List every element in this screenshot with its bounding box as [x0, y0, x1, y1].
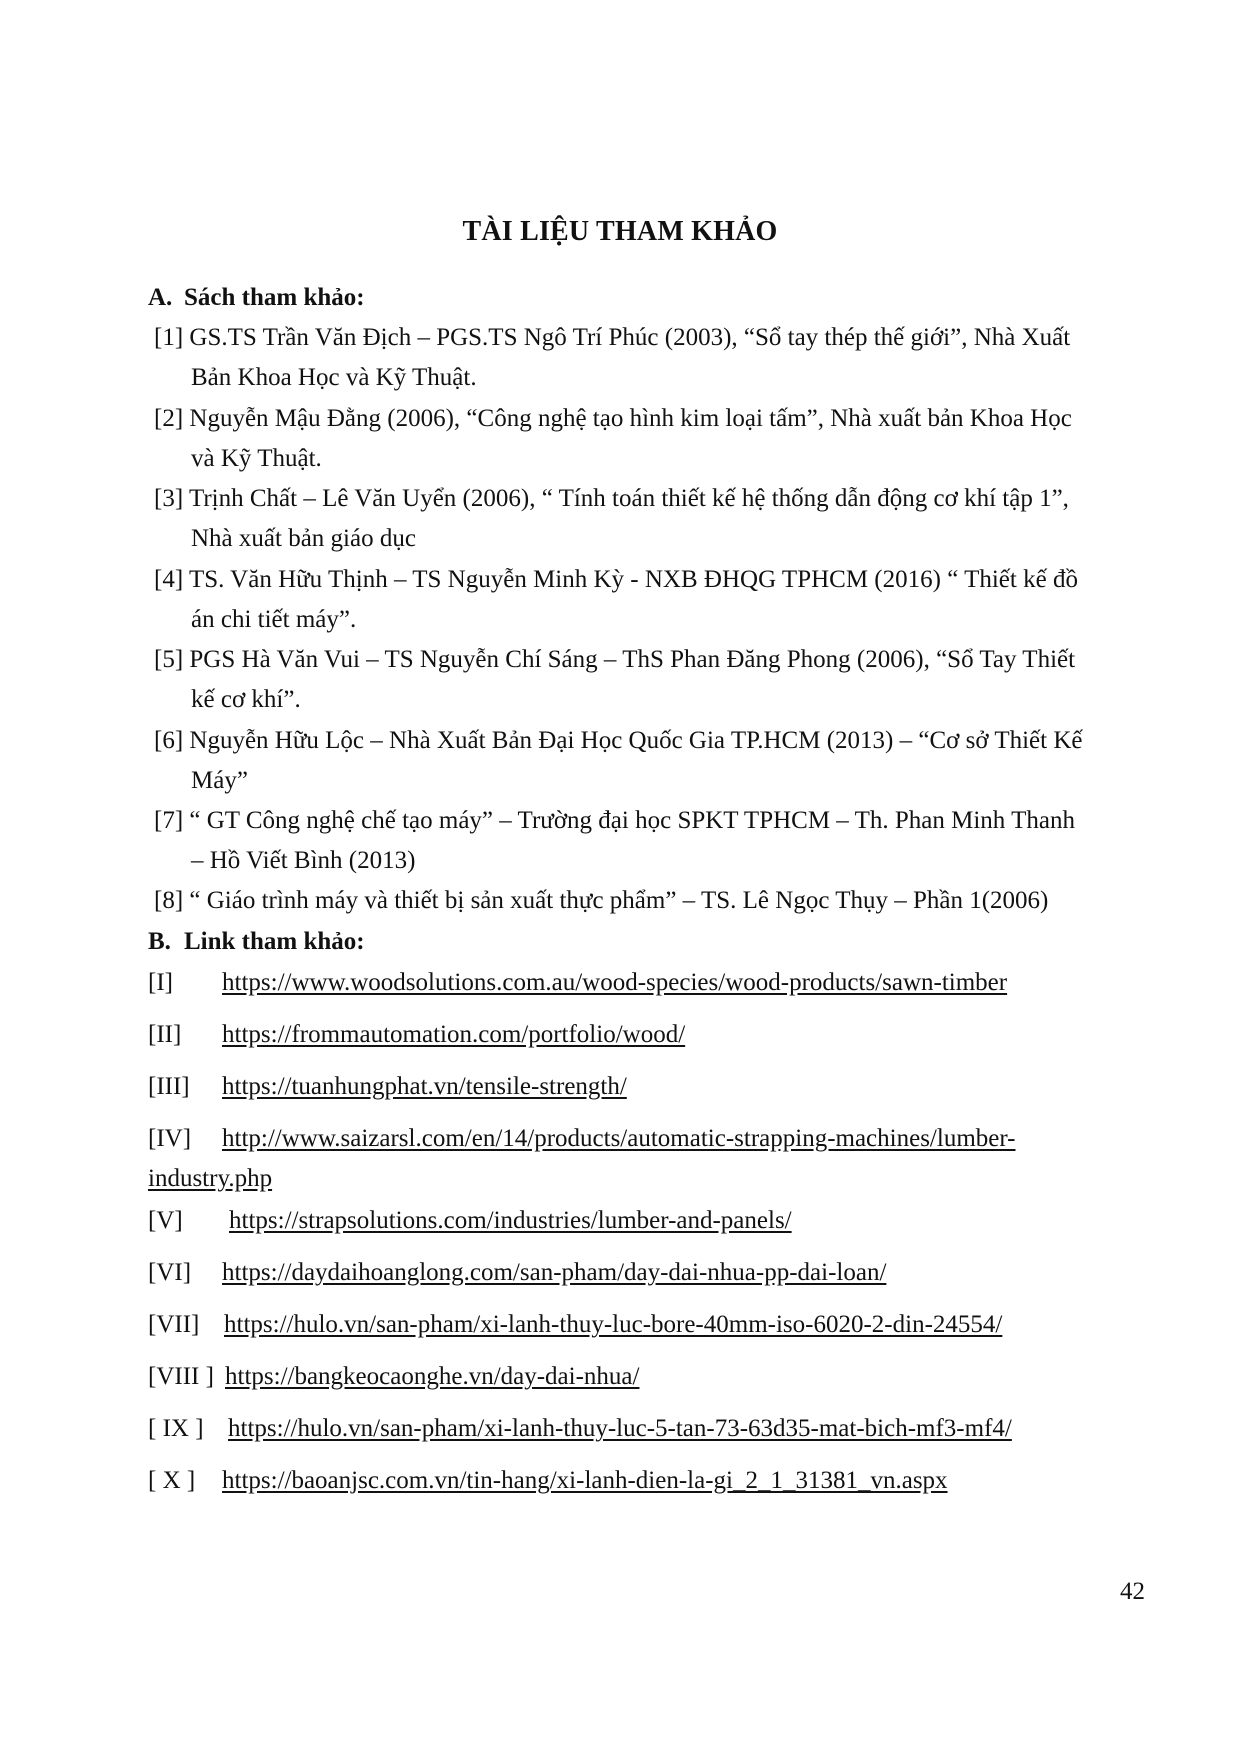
section-a-label: Sách tham khảo:: [184, 284, 365, 311]
link-url-continued[interactable]: industry.php: [148, 1165, 273, 1192]
link-item: [148, 1461, 1158, 1501]
link-url[interactable]: https://bangkeocaonghe.vn/day-dai-nhua/: [225, 1363, 640, 1390]
section-a-letter: A.: [148, 284, 173, 311]
link-number: [VIII ]: [148, 1363, 214, 1390]
link-item: [148, 1067, 1158, 1107]
link-number: [VI]: [148, 1259, 192, 1286]
link-url[interactable]: http://www.saizarsl.com/en/14/products/automatic-strapping-machines/lumber-: [222, 1125, 1016, 1152]
page-number: 42: [1120, 1578, 1145, 1605]
reference-line-continued: Bản Khoa Học và Kỹ Thuật.: [191, 364, 477, 391]
link-url[interactable]: https://www.woodsolutions.com.au/wood-species/wood-products/sawn-timber: [222, 969, 1008, 996]
section-a-heading: [148, 284, 365, 312]
link-item: [148, 1409, 1158, 1449]
reference-line: [7] “ GT Công nghệ chế tạo máy” – Trường đại học SPKT TPHCM – Th. Phan Minh Thanh: [154, 807, 1075, 834]
reference-line-continued: Máy”: [191, 767, 248, 794]
page-title: TÀI LIỆU THAM KHẢO: [462, 216, 778, 247]
link-url[interactable]: https://frommautomation.com/portfolio/wood/: [222, 1021, 686, 1048]
reference-item: [154, 881, 1154, 921]
reference-item: [154, 318, 1154, 398]
link-item: [148, 1015, 1158, 1055]
reference-line-continued: án chi tiết máy”.: [191, 606, 357, 633]
link-number: [ X ]: [148, 1467, 196, 1494]
reference-line: [6] Nguyễn Hữu Lộc – Nhà Xuất Bản Đại Học Quốc Gia TP.HCM (2013) – “Cơ sở Thiết Kế: [154, 727, 1083, 754]
link-number: [II]: [148, 1021, 182, 1048]
reference-item: [154, 721, 1154, 801]
reference-line: [8] “ Giáo trình máy và thiết bị sản xuất thực phẩm” – TS. Lê Ngọc Thụy – Phần 1(2006): [154, 887, 1049, 914]
link-url[interactable]: https://hulo.vn/san-pham/xi-lanh-thuy-luc-5-tan-73-63d35-mat-bich-mf3-mf4/: [228, 1415, 1012, 1442]
link-url[interactable]: https://daydaihoanglong.com/san-pham/day-dai-nhua-pp-dai-loan/: [222, 1259, 887, 1286]
reference-line-continued: và Kỹ Thuật.: [191, 445, 322, 472]
reference-line: [1] GS.TS Trần Văn Địch – PGS.TS Ngô Trí Phúc (2003), “Sổ tay thép thế giới”, Nhà Xuất: [154, 324, 1071, 351]
link-number: [IV]: [148, 1125, 192, 1152]
link-number: [ IX ]: [148, 1415, 204, 1442]
link-item: [148, 963, 1158, 1003]
section-b-label: Link tham khảo:: [184, 928, 365, 955]
reference-line: [4] TS. Văn Hữu Thịnh – TS Nguyễn Minh Kỳ - NXB ĐHQG TPHCM (2016) “ Thiết kế đồ: [154, 566, 1078, 593]
link-number: [V]: [148, 1207, 183, 1234]
reference-line: [2] Nguyễn Mậu Đằng (2006), “Công nghệ tạo hình kim loại tấm”, Nhà xuất bản Khoa Học: [154, 405, 1072, 432]
reference-item: [154, 479, 1154, 559]
link-number: [III]: [148, 1073, 190, 1100]
link-url[interactable]: https://hulo.vn/san-pham/xi-lanh-thuy-luc-bore-40mm-iso-6020-2-din-24554/: [224, 1311, 1003, 1338]
link-url[interactable]: https://strapsolutions.com/industries/lumber-and-panels/: [229, 1207, 792, 1234]
link-number: [VII]: [148, 1311, 200, 1338]
reference-line: [3] Trịnh Chất – Lê Văn Uyển (2006), “ Tính toán thiết kế hệ thống dẫn động cơ khí tập 1”,: [154, 485, 1069, 512]
link-item: [148, 1253, 1158, 1293]
reference-line-continued: Nhà xuất bản giáo dục: [191, 525, 416, 552]
section-b-heading: [148, 928, 365, 956]
reference-item: [154, 399, 1154, 479]
link-item: [148, 1357, 1158, 1397]
section-b-letter: B.: [148, 928, 171, 955]
link-url[interactable]: https://baoanjsc.com.vn/tin-hang/xi-lanh-dien-la-gi_2_1_31381_vn.aspx: [222, 1467, 948, 1494]
reference-item: [154, 801, 1154, 881]
link-number: [I]: [148, 969, 173, 996]
reference-line-continued: kế cơ khí”.: [191, 686, 301, 713]
reference-line: [5] PGS Hà Văn Vui – TS Nguyễn Chí Sáng – ThS Phan Đăng Phong (2006), “Sổ Tay Thiết: [154, 646, 1076, 673]
reference-line-continued: – Hồ Viết Bình (2013): [191, 847, 416, 874]
reference-item: [154, 560, 1154, 640]
link-item: [148, 1119, 1158, 1199]
reference-item: [154, 640, 1154, 720]
link-url[interactable]: https://tuanhungphat.vn/tensile-strength/: [222, 1073, 627, 1100]
link-item: [148, 1201, 1158, 1241]
link-item: [148, 1305, 1158, 1345]
